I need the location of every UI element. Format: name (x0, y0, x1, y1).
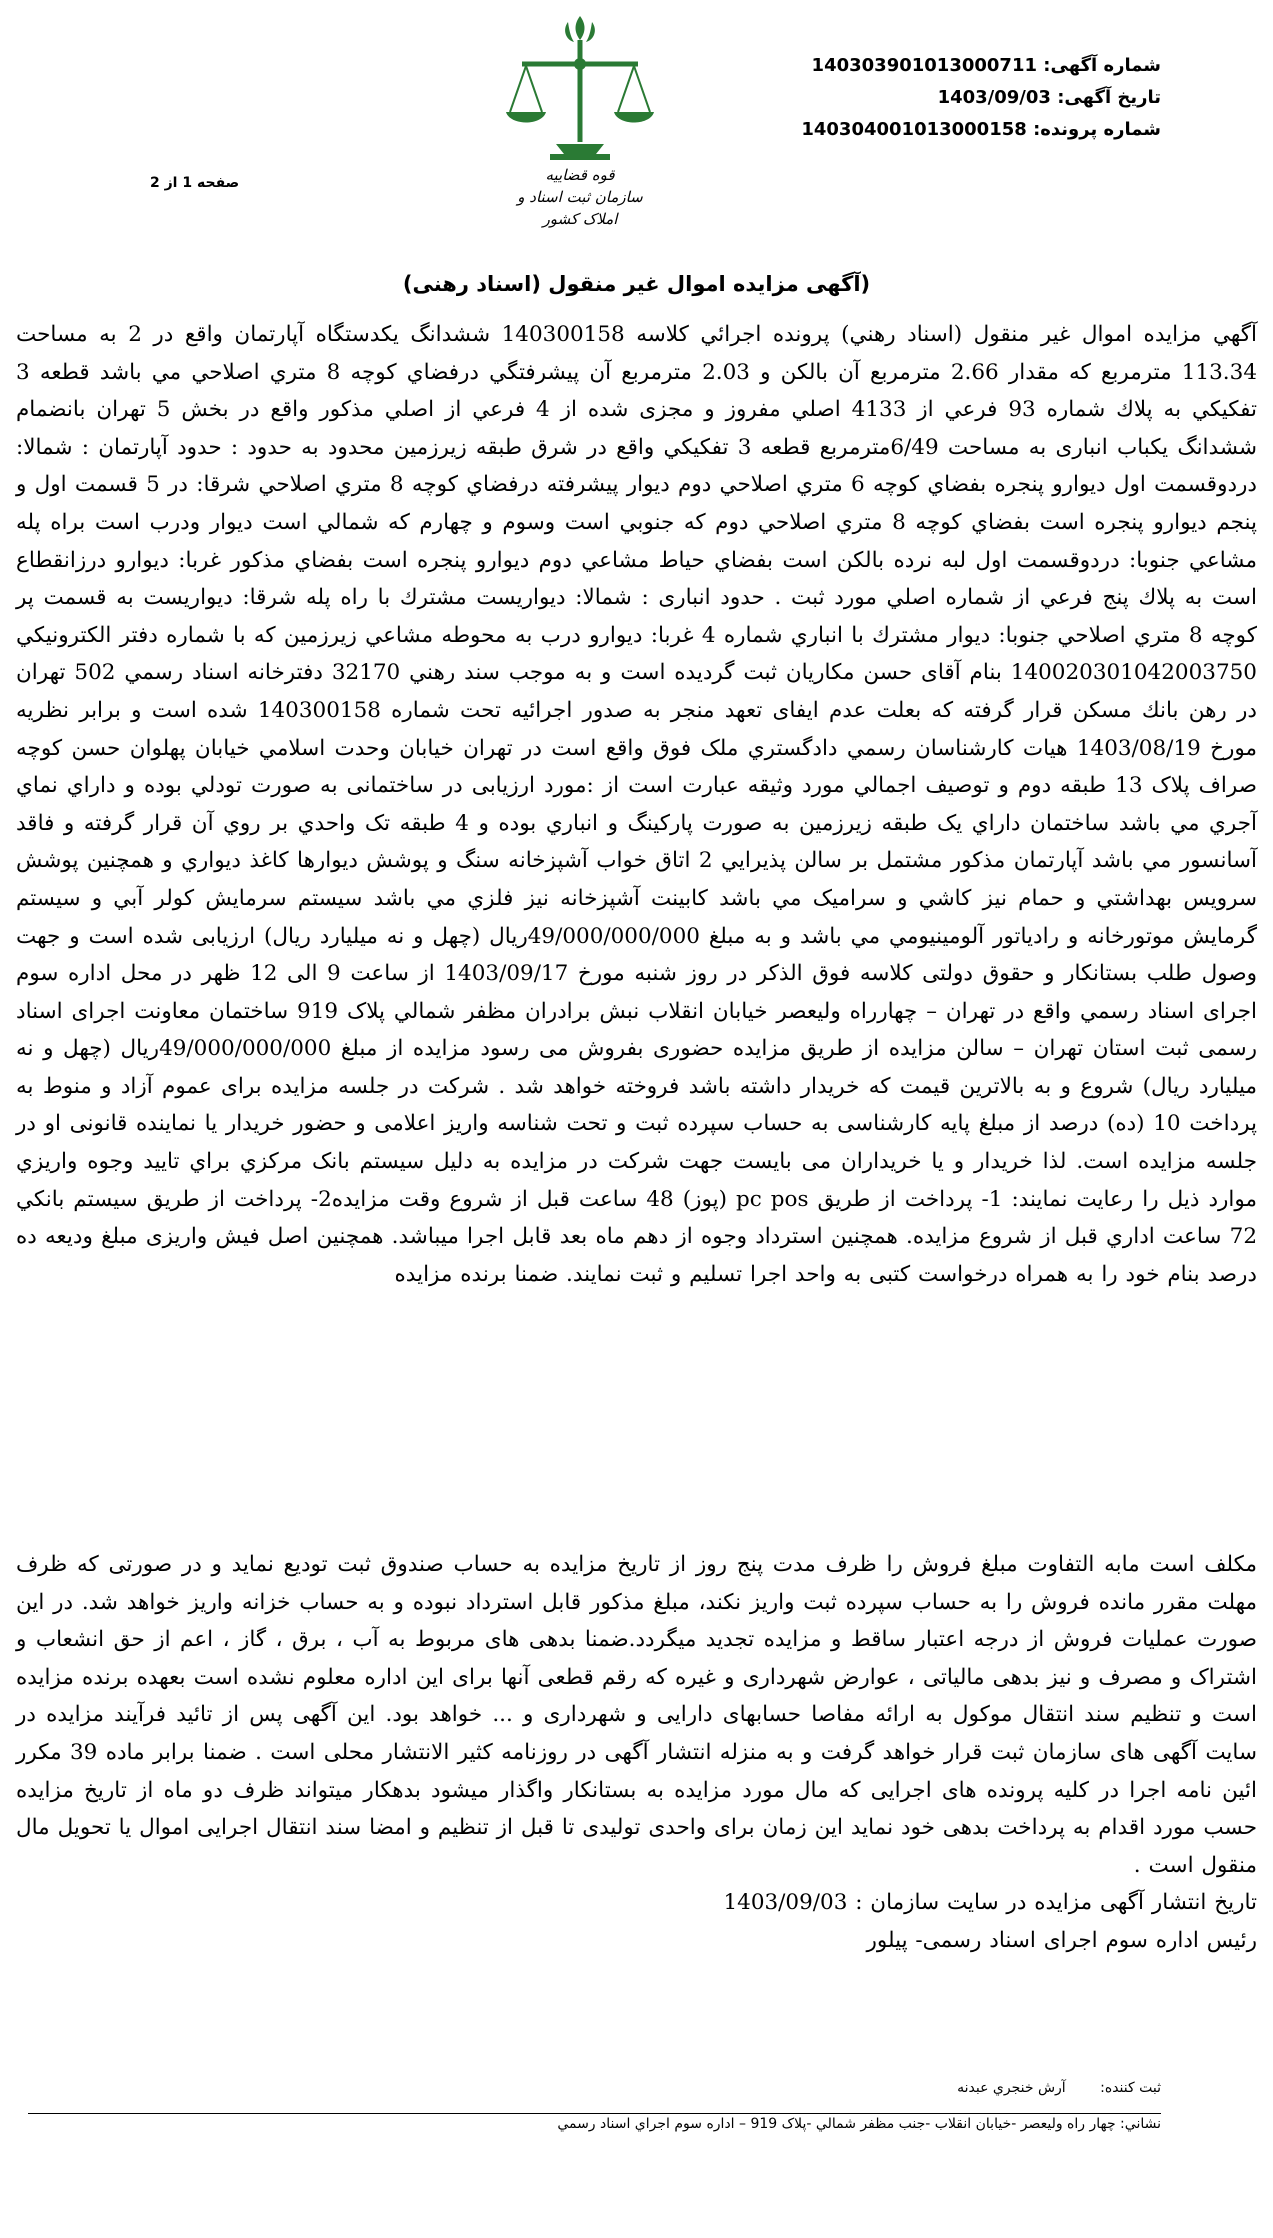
notice-date-label: تاریخ آگهی: (1057, 87, 1161, 108)
notice-title: (آگهی مزایده اموال غیر منقول (اسناد رهنی) (402, 272, 871, 296)
registrar-row (957, 2080, 1161, 2096)
file-number-row (801, 114, 1161, 146)
notice-body-paragraph-1 (16, 316, 1257, 1293)
notice-metadata (801, 50, 1161, 146)
registrar-label: ثبت كننده: (1100, 2080, 1161, 2096)
file-number: 140304001013000158 (801, 119, 1027, 140)
notice-number: 140303901013000711 (811, 55, 1037, 76)
page-indicator: صفحه 1 از 2 (150, 175, 240, 191)
signature-line: رئيس اداره سوم اجرای اسناد رسمی- پيلور (866, 1927, 1257, 1953)
paragraph-text: مكلف است مابه التفاوت مبلغ فروش را ظرف مدت پنج روز از تاريخ مزايده به حساب صندوق ثبت توديع نمايد و در صورتی كه ظرف مهلت مقرر مانده فروش را به حساب سپرده ثبت واريز نكند، مبلغ مذكور قابل استرداد نبوده و به حساب خزانه واريز خواهد شد. در اين صورت عمليات فروش از درجه اعتبار ساقط و مزايده تجديد ميگردد.ضمنا بدهی های مربوط به آب ، برق ، گاز ، اعم از حق انشعاب و اشتراک و مصرف و نيز بدهی مالياتی ، عوارض شهرداری و غيره كه رقم قطعی آنها برای اين اداره معلوم نشده است بعهده برنده مزايده است و تنظيم سند انتقال موكول به ارائه مفاصا حسابهای دارايی و شهرداری و ... خواهد بود. اين آگهی پس از تائيد فرآيند مزايده در سايت آگهی های سازمان ثبت قرار خواهد گرفت و به منزله انتشار آگهی در روزنامه كثير الانتشار محلی است . ضمنا برابر ماده 39 مكرر ائين نامه اجرا در كليه پرونده های اجرايی كه مال مورد مزايده به بستانكار واگذار ميشود بدهكار ميتواند ظرف دو ماه از تاريخ مزايده حسب مورد اقدام به پرداخت بدهی خود نمايد اين زمان برای واحدی توليدی تا قبل از تنظيم و امضا سند انتقال اجرايی اموال يا تحويل مال منقول است . (16, 1552, 1257, 1878)
file-number-label: شماره پرونده: (1033, 119, 1161, 140)
office-address: نشاني: چهار راه وليعصر -خيابان انقلاب -جنب مظفر شمالي -پلاک 919 – اداره سوم اجراي اسناد رسمي (557, 2116, 1161, 2132)
registrar-name: آرش خنجري عبدنه (957, 2080, 1066, 2096)
notice-number-row (801, 50, 1161, 82)
footer-divider (28, 2113, 1161, 2114)
publish-date-line: تاريخ انتشار آگهی مزايده در سايت سازمان : 1403/09/03 (723, 1890, 1257, 1916)
notice-number-label: شماره آگهی: (1043, 55, 1161, 76)
emblem-caption-judiciary: قوه قضاییه (545, 166, 615, 184)
judiciary-emblem (500, 14, 660, 228)
emblem-caption-organization: سازمان ثبت اسناد و املاک کشور (517, 188, 643, 228)
notice-date-row (801, 82, 1161, 114)
notice-body-paragraph-2 (16, 1546, 1257, 1960)
scales-of-justice-icon (500, 14, 660, 164)
paragraph-text: آگهي مزايده اموال غير منقول (اسناد رهني) پرونده اجرائي كلاسه 140300158 ششدانگ يكدستگاه آپارتمان واقع در 2 به مساحت 113.34 مترمربع كه مقدار 2.66 مترمربع آن بالكن و 2.03 مترمربع آن پيشرفتگي درفضاي كوچه 8 متري اصلاحي مي باشد قطعه 3 تفكيكي به پلاك شماره 93 فرعي از 4133 اصلي مفروز و مجزى شده از 4 فرعي از اصلي مذكور واقع در بخش 5 تهران بانضمام ششدانگ يكباب انباری به مساحت 6/49مترمربع قطعه 3 تفكيكي واقع در شرق طبقه زيرزمين محدود به حدود : حدود آپارتمان : شمالا: دردوقسمت اول ديوارو پنجره بفضاي كوچه 6 متري اصلاحي دوم ديوار پيشرفته درفضاي كوچه 8 متري اصلاحي شرقا: در 5 قسمت اول و پنجم ديوارو پنجره است بفضاي كوچه 8 متري اصلاحي دوم كه جنوبي است وسوم و چهارم كه شمالي است ديوار ودرب است براه پله مشاعي جنوبا: دردوقسمت اول لبه نرده بالكن است بفضاي حياط مشاعي دوم ديوارو پنجره است بفضاي مذكور غربا: ديوارو درزانقطاع است به پلاك پنج فرعي از شماره اصلي مورد ثبت . حدود انباری : شمالا: ديواريست مشترك با راه پله شرقا: ديواريست به قسمت پر كوچه 8 متري اصلاحي جنوبا: ديوار مشترك با انباري شماره 4 غربا: ديوارو درب به محوطه مشاعي زيرزمين كه با شماره دفتر الكترونيكي 140020301042003750 بنام آقای حسن مكاريان ثبت گرديده است و به موجب سند رهني 32170 دفترخانه اسناد رسمي 502 تهران در رهن بانك مسكن قرار گرفته كه بعلت عدم ايفاى تعهد منجر به صدور اجرائيه تحت شماره 140300158 شده است و برابر نظريه مورخ 1403/08/19 هيات كارشناسان رسمي دادگستري ملک فوق واقع است در تهران خيابان وحدت اسلامي خيابان پهلوان حسن كوچه صراف پلاک 13 طبقه دوم و توصيف اجمالي مورد وثيقه عبارت است از :مورد ارزيابی در ساختمانی به صورت تودلي بوده و داراي نماي آجري مي باشد ساختمان داراي يک طبقه زيرزمين به صورت پاركينگ و انباري بوده و 4 طبقه تک واحدي بر روي آن قرار گرفته و فاقد آسانسور مي باشد آپارتمان مذكور مشتمل بر سالن پذيرايي 2 اتاق خواب آشپزخانه سنگ و پوشش ديوارها كاغذ ديواري و همچنين پوشش سرويس بهداشتي و حمام نيز كاشي و سراميک مي باشد كابينت آشپزخانه نيز فلزي مي باشد سيستم سرمايش كولر آبي و سيستم گرمايش موتورخانه و رادياتور آلومينيومي مي باشد و به مبلغ 49/000/000/000ريال (چهل و نه ميليارد ريال) ارزيابی شده است و جهت وصول طلب بستانكار و حقوق دولتی كلاسه فوق الذكر در روز شنبه مورخ 1403/09/17 از ساعت 9 الی 12 ظهر در محل اداره سوم اجرای اسناد رسمي واقع در تهران – چهارراه وليعصر خيابان انقلاب نبش برادران مظفر شمالي پلاک 919 ساختمان معاونت اجرای اسناد رسمی ثبت استان تهران – سالن مزايده از طريق مزايده حضوری بفروش می رسود مزايده از مبلغ 49/000/000/000ريال (چهل و نه ميليارد ريال) شروع و به بالاترين قيمت كه خريدار داشته باشد فروخته خواهد شد . شركت در جلسه مزايده برای عموم آزاد و منوط به پرداخت 10 (ده) درصد از مبلغ پايه كارشناسی به حساب سپرده ثبت و تحت شناسه واريز اعلامی و حضور خريدار يا نماينده قانونی او در جلسه مزايده است. لذا خريدار و يا خريداران می بايست جهت شركت در مزايده به دليل سيستم بانک مركزي براي تاييد وجوه واريزي موارد ذيل را رعايت نمايند: 1- پرداخت از طريق pc pos (پوز) 48 ساعت قبل از شروع وقت مزايده2- پرداخت از طريق سيستم بانكي 72 ساعت اداري قبل از شروع مزايده. همچنين استرداد وجوه از دهم ماه بعد قابل اجرا ميباشد. همچنين اصل فيش واريزی مبلغ وديعه ده درصد بنام خود را به همراه درخواست كتبی به واحد اجرا تسليم و ثبت نمايند. ضمنا برنده مزايده (16, 322, 1258, 1287)
notice-date: 1403/09/03 (937, 87, 1051, 108)
